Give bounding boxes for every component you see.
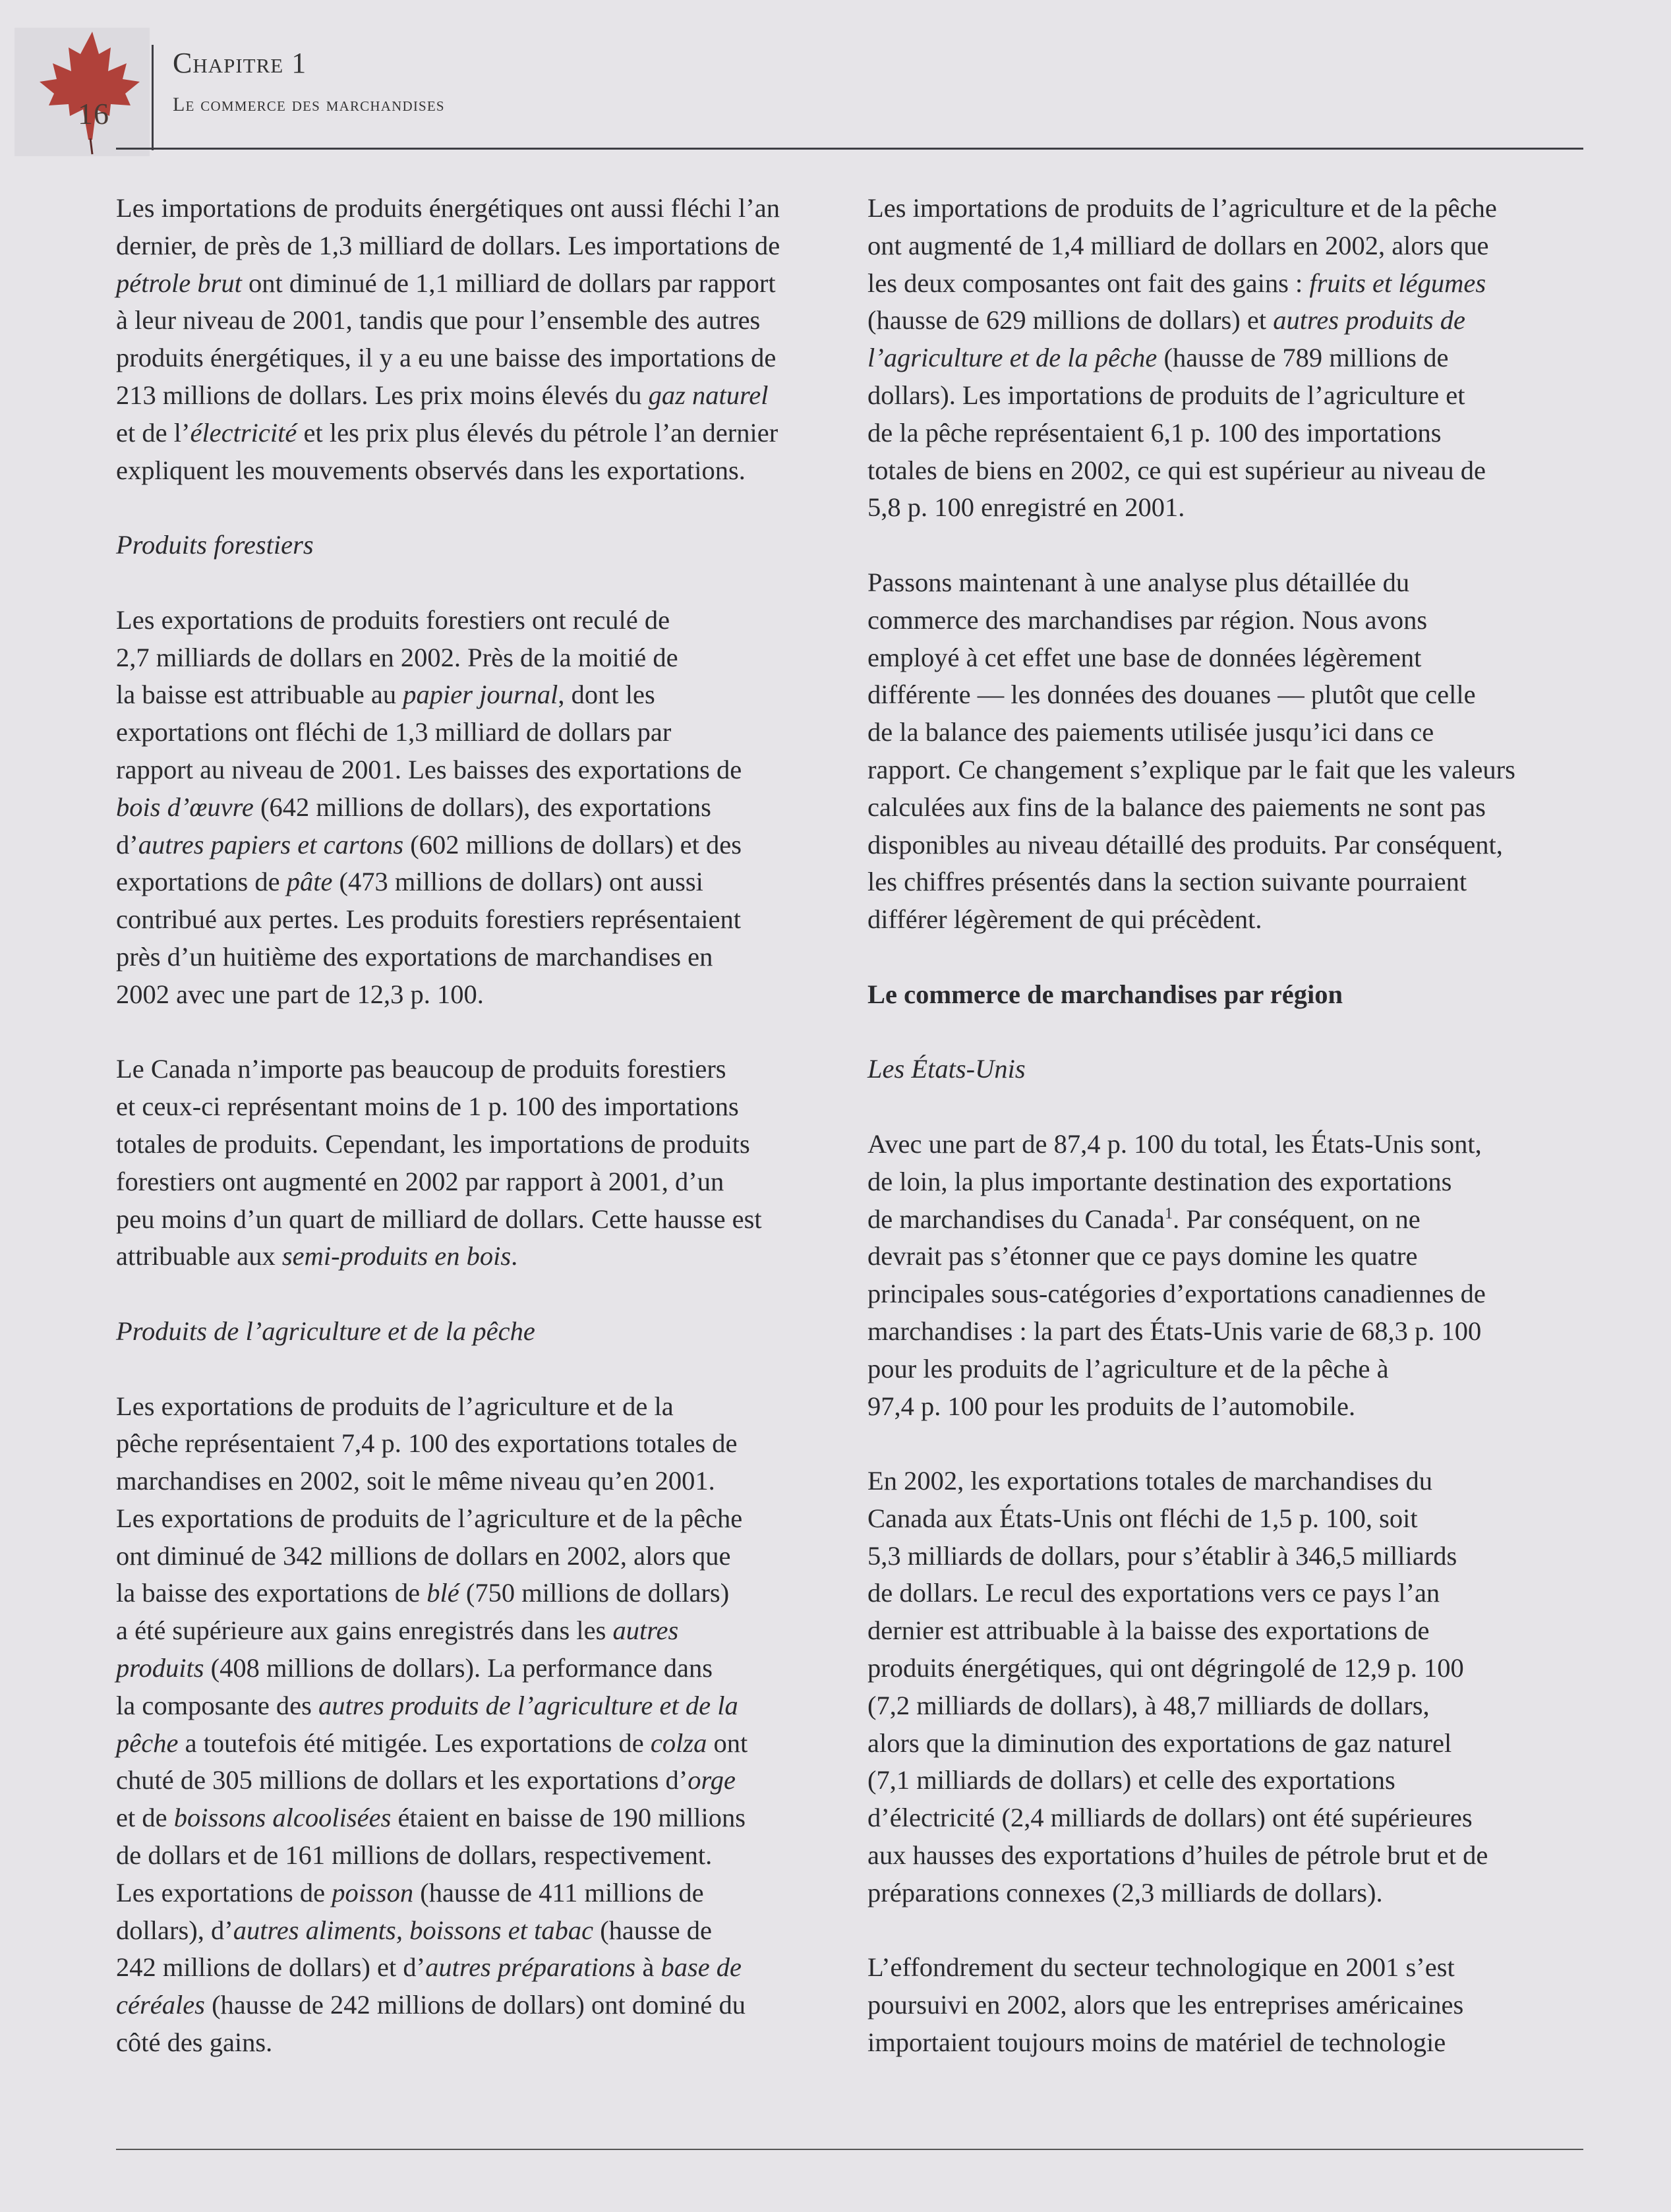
text-line: principales sous-catégories d’exportations canadiennes de — [867, 1279, 1486, 1309]
text-line: d’électricité (2,4 milliards de dollars) ont été supérieures — [867, 1803, 1473, 1833]
text-line: attribuable aux semi-produits en bois. — [116, 1241, 518, 1271]
text-line: marchandises : la part des États-Unis varie de 68,3 p. 100 — [867, 1316, 1482, 1346]
header-divider-vertical — [152, 45, 154, 150]
text-line: bois d’œuvre (642 millions de dollars), des exportations — [116, 792, 711, 822]
paragraph — [867, 1463, 1583, 1912]
chapter-subtitle: Le commerce des marchandises — [173, 94, 445, 115]
text-line: 5,3 milliards de dollars, pour s’établir à 346,5 milliards — [867, 1540, 1457, 1571]
text-line: de loin, la plus importante destination des exportations — [867, 1166, 1452, 1196]
text-line: exportations ont fléchi de 1,3 milliard de dollars par — [116, 717, 672, 747]
chapter-title: Chapitre 1 — [173, 47, 307, 79]
text-line: et de l’électricité et les prix plus élevés du pétrole l’an dernier — [116, 417, 778, 448]
text-line: préparations connexes (2,3 milliards de dollars). — [867, 1877, 1383, 1907]
subsection-heading: Produits forestiers — [116, 530, 314, 560]
text-line: produits énergétiques, il y a eu une baisse des importations de — [116, 343, 777, 373]
text-line: de marchandises du Canada$^1$. Par conséquent, on ne — [867, 1204, 1421, 1234]
text-line: de dollars et de 161 millions de dollars, respectivement. — [116, 1840, 713, 1871]
page-number-badge — [15, 28, 150, 156]
text-line: contribué aux pertes. Les produits forestiers représentaient — [116, 904, 742, 935]
text-line: 97,4 p. 100 pour les produits de l’automobile. — [867, 1391, 1356, 1421]
right-column — [867, 190, 1583, 2099]
text-line: pour les produits de l’agriculture et de la pêche à — [867, 1353, 1389, 1383]
text-line: la baisse des exportations de blé (750 millions de dollars) — [116, 1578, 730, 1608]
text-line: employé à cet effet une base de données légèrement — [867, 642, 1422, 672]
text-line: rapport. Ce changement s’explique par le fait que les valeurs — [867, 754, 1515, 784]
text-line: Avec une part de 87,4 p. 100 du total, les États-Unis sont, — [867, 1128, 1482, 1159]
header-rule — [116, 148, 1583, 150]
paragraph — [116, 1388, 831, 2062]
text-line: de dollars. Le recul des exportations vers ce pays l’an — [867, 1578, 1440, 1608]
text-line: près d’un huitième des exportations de marchandises en — [116, 941, 713, 972]
text-line: exportations de pâte (473 millions de dollars) ont aussi — [116, 867, 703, 897]
text-line: 2002 avec une part de 12,3 p. 100. — [116, 979, 484, 1009]
text-line: côté des gains. — [116, 2027, 273, 2058]
text-line: Les exportations de poisson (hausse de 411 millions de — [116, 1877, 704, 1907]
text-line: pêche a toutefois été mitigée. Les exportations de colza ont — [116, 1728, 748, 1758]
text-line: dollars), d’autres aliments, boissons et tabac (hausse de — [116, 1915, 712, 1945]
paragraph — [116, 602, 831, 1014]
text-line: d’autres papiers et cartons (602 millions de dollars) et des — [116, 829, 742, 859]
text-line: En 2002, les exportations totales de marchandises du — [867, 1466, 1433, 1496]
text-line: 5,8 p. 100 enregistré en 2001. — [867, 492, 1185, 523]
text-line: 2,7 milliards de dollars en 2002. Près de la moitié de — [116, 642, 678, 672]
text-line: peu moins d’un quart de milliard de dollars. Cette hausse est — [116, 1204, 762, 1234]
text-line: pétrole brut ont diminué de 1,1 milliard de dollars par rapport — [116, 268, 776, 298]
section-heading: Le commerce de marchandises par région — [867, 979, 1343, 1009]
text-line: dernier, de près de 1,3 milliard de dollars. Les importations de — [116, 230, 780, 260]
text-line: rapport au niveau de 2001. Les baisses des exportations de — [116, 754, 742, 784]
paragraph — [116, 1051, 831, 1275]
text-line: aux hausses des exportations d’huiles de pétrole brut et de — [867, 1840, 1488, 1871]
text-line: poursuivi en 2002, alors que les entreprises américaines — [867, 1990, 1464, 2020]
text-line: produits (408 millions de dollars). La performance dans — [116, 1653, 713, 1683]
text-line: à leur niveau de 2001, tandis que pour l’ensemble des autres — [116, 305, 761, 335]
text-line: différente — les données des douanes — plutôt que celle — [867, 680, 1476, 710]
text-line: dernier est attribuable à la baisse des exportations de — [867, 1615, 1430, 1646]
text-line: marchandises en 2002, soit le même niveau qu’en 2001. — [116, 1466, 715, 1496]
text-line: Canada aux États-Unis ont fléchi de 1,5 p. 100, soit — [867, 1503, 1418, 1533]
text-line: produits énergétiques, qui ont dégringolé de 12,9 p. 100 — [867, 1653, 1464, 1683]
text-line: pêche représentaient 7,4 p. 100 des exportations totales de — [116, 1428, 738, 1459]
text-line: L’effondrement du secteur technologique en 2001 s’est — [867, 1952, 1455, 1983]
text-line: forestiers ont augmenté en 2002 par rapport à 2001, d’un — [116, 1166, 724, 1196]
text-line: Le Canada n’importe pas beaucoup de produits forestiers — [116, 1054, 726, 1084]
footer-rule — [116, 2149, 1583, 2150]
text-line: Les importations de produits de l’agriculture et de la pêche — [867, 193, 1497, 223]
text-line: et de boissons alcoolisées étaient en baisse de 190 millions — [116, 1803, 746, 1833]
text-line: et ceux-ci représentant moins de 1 p. 100 des importations — [116, 1091, 739, 1122]
text-line: (7,2 milliards de dollars), à 48,7 milliards de dollars, — [867, 1690, 1430, 1720]
text-line: la composante des autres produits de l’agriculture et de la — [116, 1690, 738, 1720]
left-column — [116, 190, 831, 2099]
text-line: (7,1 milliards de dollars) et celle des exportations — [867, 1765, 1395, 1795]
text-line: Les exportations de produits de l’agriculture et de la pêche — [116, 1503, 743, 1533]
paragraph — [867, 1949, 1583, 2061]
text-line: dollars). Les importations de produits de l’agriculture et — [867, 380, 1465, 410]
text-line: totales de produits. Cependant, les importations de produits — [116, 1128, 750, 1159]
page-number: 16 — [78, 97, 109, 131]
paragraph — [116, 190, 831, 489]
text-line: de la pêche représentaient 6,1 p. 100 des importations — [867, 417, 1442, 448]
text-line: Passons maintenant à une analyse plus détaillée du — [867, 567, 1410, 597]
text-line: Les importations de produits énergétiques ont aussi fléchi l’an — [116, 193, 780, 223]
subsection-heading: Produits de l’agriculture et de la pêche — [116, 1316, 535, 1346]
text-line: les deux composantes ont fait des gains : fruits et légumes — [867, 268, 1486, 298]
text-line: la baisse est attribuable au papier journal, dont les — [116, 680, 655, 710]
text-line: expliquent les mouvements observés dans les exportations. — [116, 455, 746, 485]
text-line: totales de biens en 2002, ce qui est supérieur au niveau de — [867, 455, 1486, 485]
text-line: devrait pas s’étonner que ce pays domine les quatre — [867, 1241, 1418, 1271]
text-line: commerce des marchandises par région. Nous avons — [867, 604, 1428, 635]
text-line: chuté de 305 millions de dollars et les exportations d’orge — [116, 1765, 736, 1795]
text-line: ont augmenté de 1,4 milliard de dollars en 2002, alors que — [867, 230, 1489, 260]
text-line: différer légèrement de qui précèdent. — [867, 904, 1262, 935]
text-line: disponibles au niveau détaillé des produits. Par conséquent, — [867, 829, 1503, 859]
text-line: l’agriculture et de la pêche (hausse de 789 millions de — [867, 343, 1449, 373]
text-line: Les exportations de produits de l’agriculture et de la — [116, 1391, 674, 1421]
text-line: ont diminué de 342 millions de dollars en 2002, alors que — [116, 1540, 731, 1571]
subsection-heading: Les États-Unis — [867, 1054, 1026, 1084]
text-line: alors que la diminution des exportations de gaz naturel — [867, 1728, 1452, 1758]
paragraph — [867, 1126, 1583, 1425]
text-line: 242 millions de dollars) et d’autres préparations à base de — [116, 1952, 742, 1983]
text-line: 213 millions de dollars. Les prix moins élevés du gaz naturel — [116, 380, 769, 410]
text-line: les chiffres présentés dans la section suivante pourraient — [867, 867, 1467, 897]
text-line: a été supérieure aux gains enregistrés dans les autres — [116, 1615, 679, 1646]
text-line: Les exportations de produits forestiers ont reculé de — [116, 604, 670, 635]
page-header — [0, 0, 1671, 158]
text-line: calculées aux fins de la balance des paiements ne sont pas — [867, 792, 1486, 822]
text-line: de la balance des paiements utilisée jusqu’ici dans ce — [867, 717, 1434, 747]
paragraph — [867, 190, 1583, 527]
maple-leaf-icon — [15, 28, 150, 156]
text-line: (hausse de 629 millions de dollars) et autres produits de — [867, 305, 1466, 335]
text-line: importaient toujours moins de matériel de technologie — [867, 2027, 1446, 2058]
paragraph — [867, 564, 1583, 939]
text-line: céréales (hausse de 242 millions de dollars) ont dominé du — [116, 1990, 746, 2020]
